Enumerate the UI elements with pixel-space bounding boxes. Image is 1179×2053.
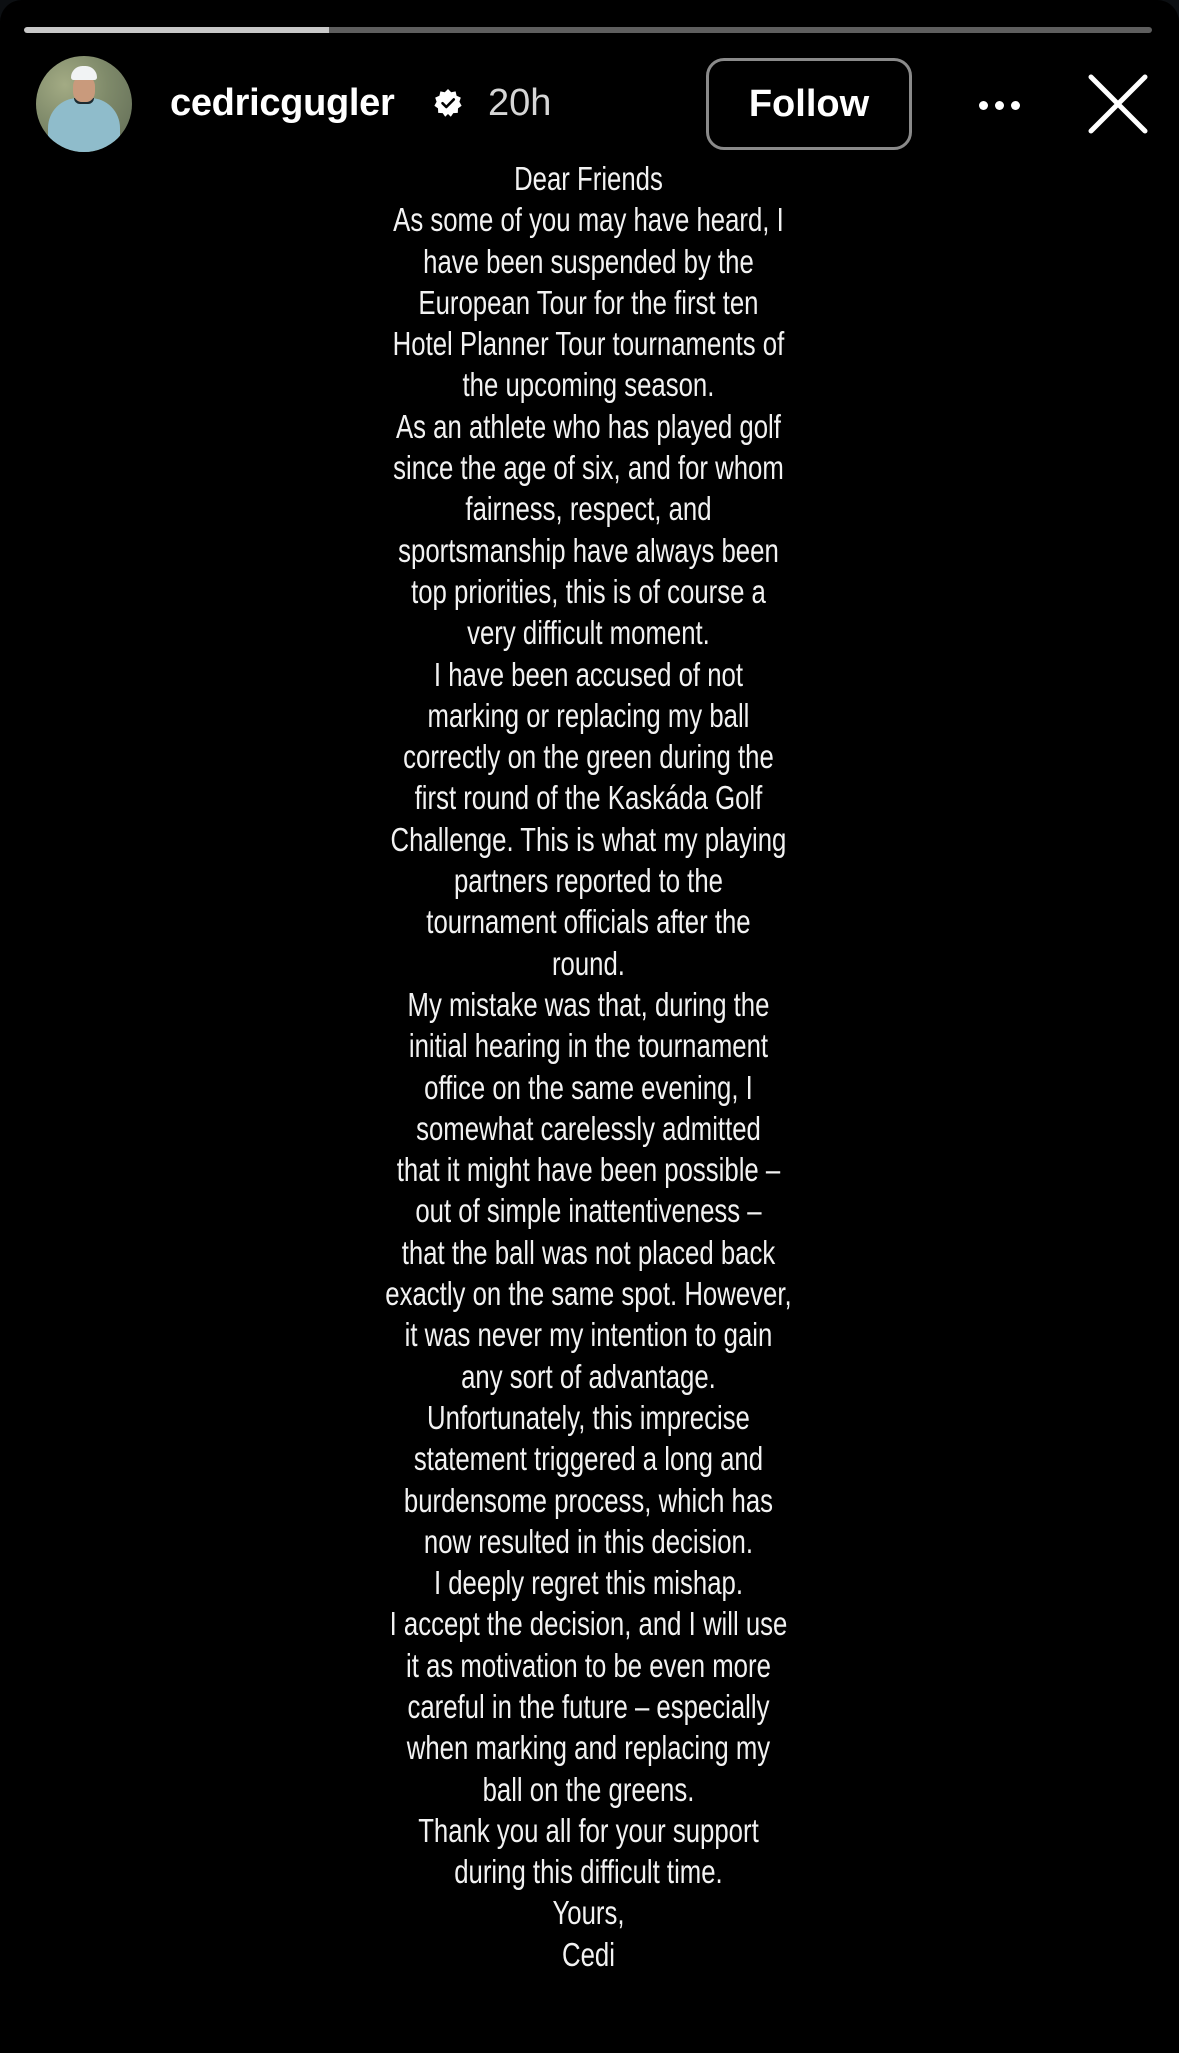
more-options-button[interactable]: [966, 85, 1032, 125]
message-line: statement triggered a long and: [413, 1440, 763, 1478]
avatar-photo-cap: [71, 66, 97, 80]
message-line: I accept the decision, and I will use: [389, 1605, 787, 1643]
message-line: As an athlete who has played golf: [395, 407, 781, 445]
avatar[interactable]: [36, 56, 132, 152]
message-line: Dear Friends: [513, 160, 663, 197]
message-line: sportsmanship have always been: [397, 531, 779, 569]
message-line: Unfortunately, this imprecise: [426, 1398, 750, 1436]
message-line: it was never my intention to gain: [404, 1316, 772, 1354]
message-line: since the age of six, and for whom: [392, 449, 784, 487]
message-line: somewhat carelessly admitted: [415, 1109, 761, 1147]
message-line: marking or replacing my ball: [427, 696, 749, 734]
message-line: tournament officials after the: [425, 903, 751, 941]
message-line: first round of the Kaskáda Golf: [414, 779, 762, 817]
ellipsis-icon-dot: [995, 101, 1004, 110]
avatar-photo-body: [48, 98, 120, 152]
story-progress-bar: [24, 27, 1152, 33]
message-line: European Tour for the first ten: [417, 283, 759, 321]
message-line: I have been accused of not: [433, 655, 743, 693]
message-line: any sort of advantage.: [460, 1357, 716, 1395]
message-line: now resulted in this decision.: [423, 1522, 753, 1560]
story-progress-fill: [24, 27, 329, 33]
message-line: have been suspended by the: [422, 242, 754, 280]
message-line: office on the same evening, I: [423, 1068, 753, 1106]
message-line: initial hearing in the tournament: [408, 1027, 768, 1065]
message-line: Challenge. This is what my playing: [390, 820, 786, 858]
message-line: I deeply regret this mishap.: [433, 1564, 743, 1602]
message-line: Yours,: [551, 1894, 625, 1932]
message-line: fairness, respect, and: [464, 490, 712, 528]
message-line: the upcoming season.: [462, 366, 714, 404]
message-line: Hotel Planner Tour tournaments of: [392, 325, 784, 363]
message-line: very difficult moment.: [466, 614, 710, 652]
message-line: when marking and replacing my: [406, 1729, 770, 1767]
username-link[interactable]: cedricgugler: [170, 82, 395, 124]
message-line: ball on the greens.: [482, 1770, 694, 1808]
message-line: it as motivation to be even more: [405, 1646, 771, 1684]
message-line: round.: [551, 944, 625, 982]
ellipsis-icon-dot: [979, 101, 988, 110]
message-line: during this difficult time.: [453, 1853, 723, 1891]
message-line: Cedi: [561, 1935, 615, 1973]
story-text-message: [0, 158, 1179, 1975]
message-line: correctly on the green during the: [402, 738, 774, 776]
follow-button[interactable]: Follow: [706, 58, 912, 150]
verified-badge-icon: [433, 88, 463, 118]
story-timestamp: 20h: [488, 82, 552, 124]
message-line: that the ball was not placed back: [401, 1233, 775, 1271]
message-line: Thank you all for your support: [417, 1811, 759, 1849]
message-line: top priorities, this is of course a: [410, 572, 766, 610]
message-line: As some of you may have heard, I: [392, 201, 784, 239]
message-line: that it might have been possible –: [396, 1151, 780, 1189]
ellipsis-icon-dot: [1011, 101, 1020, 110]
message-line: exactly on the same spot. However,: [384, 1275, 792, 1313]
message-line: My mistake was that, during the: [407, 985, 769, 1023]
message-line: partners reported to the: [453, 862, 723, 900]
message-line: out of simple inattentiveness –: [414, 1192, 762, 1230]
close-icon[interactable]: [1086, 72, 1150, 136]
message-line: careful in the future – especially: [406, 1687, 769, 1725]
message-body: [385, 158, 791, 1975]
message-line: burdensome process, which has: [403, 1481, 773, 1519]
